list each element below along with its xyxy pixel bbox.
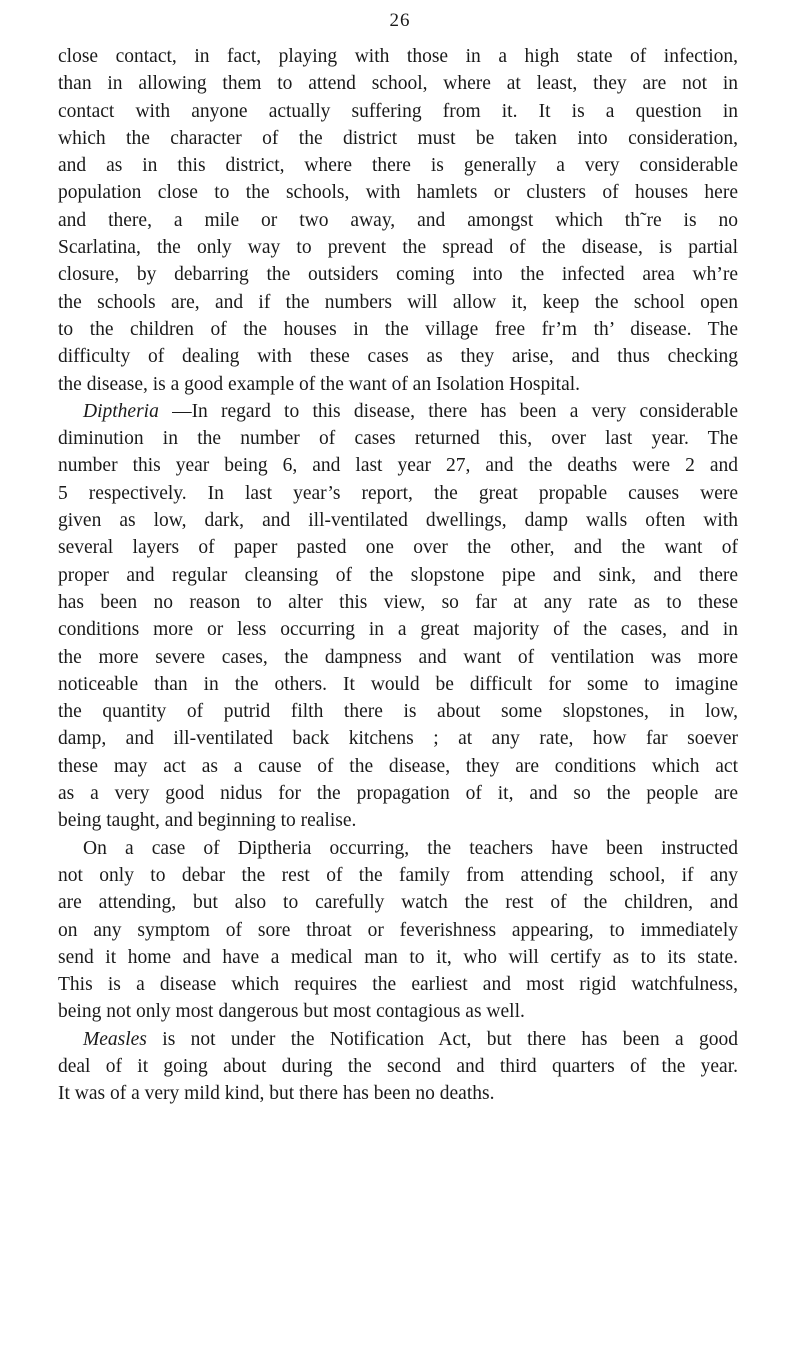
text-line: than in allowing them to attend school, where at least, they are not in [58, 73, 738, 95]
text-line: deal of it going about during the second and third quarters of the year. [58, 1055, 738, 1077]
text-line: contact with anyone actually suffering from it. It is a question in [58, 100, 738, 122]
text-line: diminution in the number of cases returned this, over last year. The [58, 428, 738, 450]
text-line: It was of a very mild kind, but there has been no deaths. [58, 1083, 495, 1105]
page-number: 26 [389, 10, 411, 31]
text-line: and there, a mile or two away, and amongst which th˜re is no [58, 209, 738, 231]
document-body [58, 43, 738, 1108]
text-line: as a very good nidus for the propagation of it, and so the people are [58, 783, 738, 805]
text-line: the more severe cases, the dampness and want of ventilation was more [58, 646, 738, 668]
text-line: several layers of paper pasted one over the other, and the want of [58, 537, 738, 559]
text-line: This is a disease which requires the earliest and most rigid watchfulness, [58, 974, 738, 996]
text-line: 5 respectively. In last year’s report, the great propable causes were [58, 482, 738, 504]
text-line: being not only most dangerous but most contagious as well. [58, 1001, 525, 1023]
text-line: number this year being 6, and last year 27, and the deaths were 2 and [58, 455, 738, 477]
text-line: being taught, and beginning to realise. [58, 810, 357, 832]
text-line: the schools are, and if the numbers will allow it, keep the school open [58, 291, 738, 313]
text-line [58, 1026, 738, 1053]
lead-text: On a case of Diptheria occurring, the teachers have been instructed [83, 837, 738, 859]
text-line: conditions more or less occurring in a great majority of the cases, and in [58, 619, 738, 641]
section-heading: Diptheria [83, 400, 159, 422]
text-line: given as low, dark, and ill-ventilated dwellings, damp walls often with [58, 510, 738, 532]
text-line: close contact, in fact, playing with those in a high state of infection, [58, 46, 738, 67]
text-line: are attending, but also to carefully watch the rest of the children, and [58, 892, 738, 914]
text-line: has been no reason to alter this view, so far at any rate as to these [58, 591, 738, 613]
text-line [58, 835, 738, 862]
text-line: Scarlatina, the only way to prevent the spread of the disease, is partial [58, 237, 738, 259]
text-line: the quantity of putrid filth there is about some slopstones, in low, [58, 701, 738, 723]
paragraph [58, 1026, 738, 1108]
text-line: proper and regular cleansing of the slopstone pipe and sink, and there [58, 564, 738, 586]
text-line: damp, and ill-ventilated back kitchens ; at any rate, how far soever [58, 728, 738, 750]
paragraph [58, 43, 738, 398]
text-line: population close to the schools, with hamlets or clusters of houses here [58, 182, 738, 204]
section-heading: Measles [83, 1028, 147, 1050]
text-line [58, 398, 738, 425]
text-line: not only to debar the rest of the family from attending school, if any [58, 864, 738, 886]
text-line: on any symptom of sore throat or feverishness appearing, to immediately [58, 919, 738, 941]
lead-text: —In regard to this disease, there has been a very considerable [158, 400, 738, 422]
text-line: send it home and have a medical man to it, who will certify as to its state. [58, 946, 738, 968]
text-line: difficulty of dealing with these cases as they arise, and thus checking [58, 346, 738, 368]
text-line: which the character of the district must be taken into consideration, [58, 127, 738, 149]
lead-text: is not under the Notification Act, but there has been a good [146, 1028, 738, 1050]
text-line: noticeable than in the others. It would be difficult for some to imagine [58, 673, 738, 695]
text-line: these may act as a cause of the disease, they are conditions which act [58, 755, 738, 777]
text-line: the disease, is a good example of the want of an Isolation Hospital. [58, 373, 581, 395]
paragraph [58, 835, 738, 1026]
text-line: and as in this district, where there is generally a very considerable [58, 155, 738, 177]
text-line: closure, by debarring the outsiders coming into the infected area wh’re [58, 264, 738, 286]
text-line: to the children of the houses in the village free fr’m th’ disease. The [58, 318, 738, 340]
paragraph [58, 398, 738, 835]
